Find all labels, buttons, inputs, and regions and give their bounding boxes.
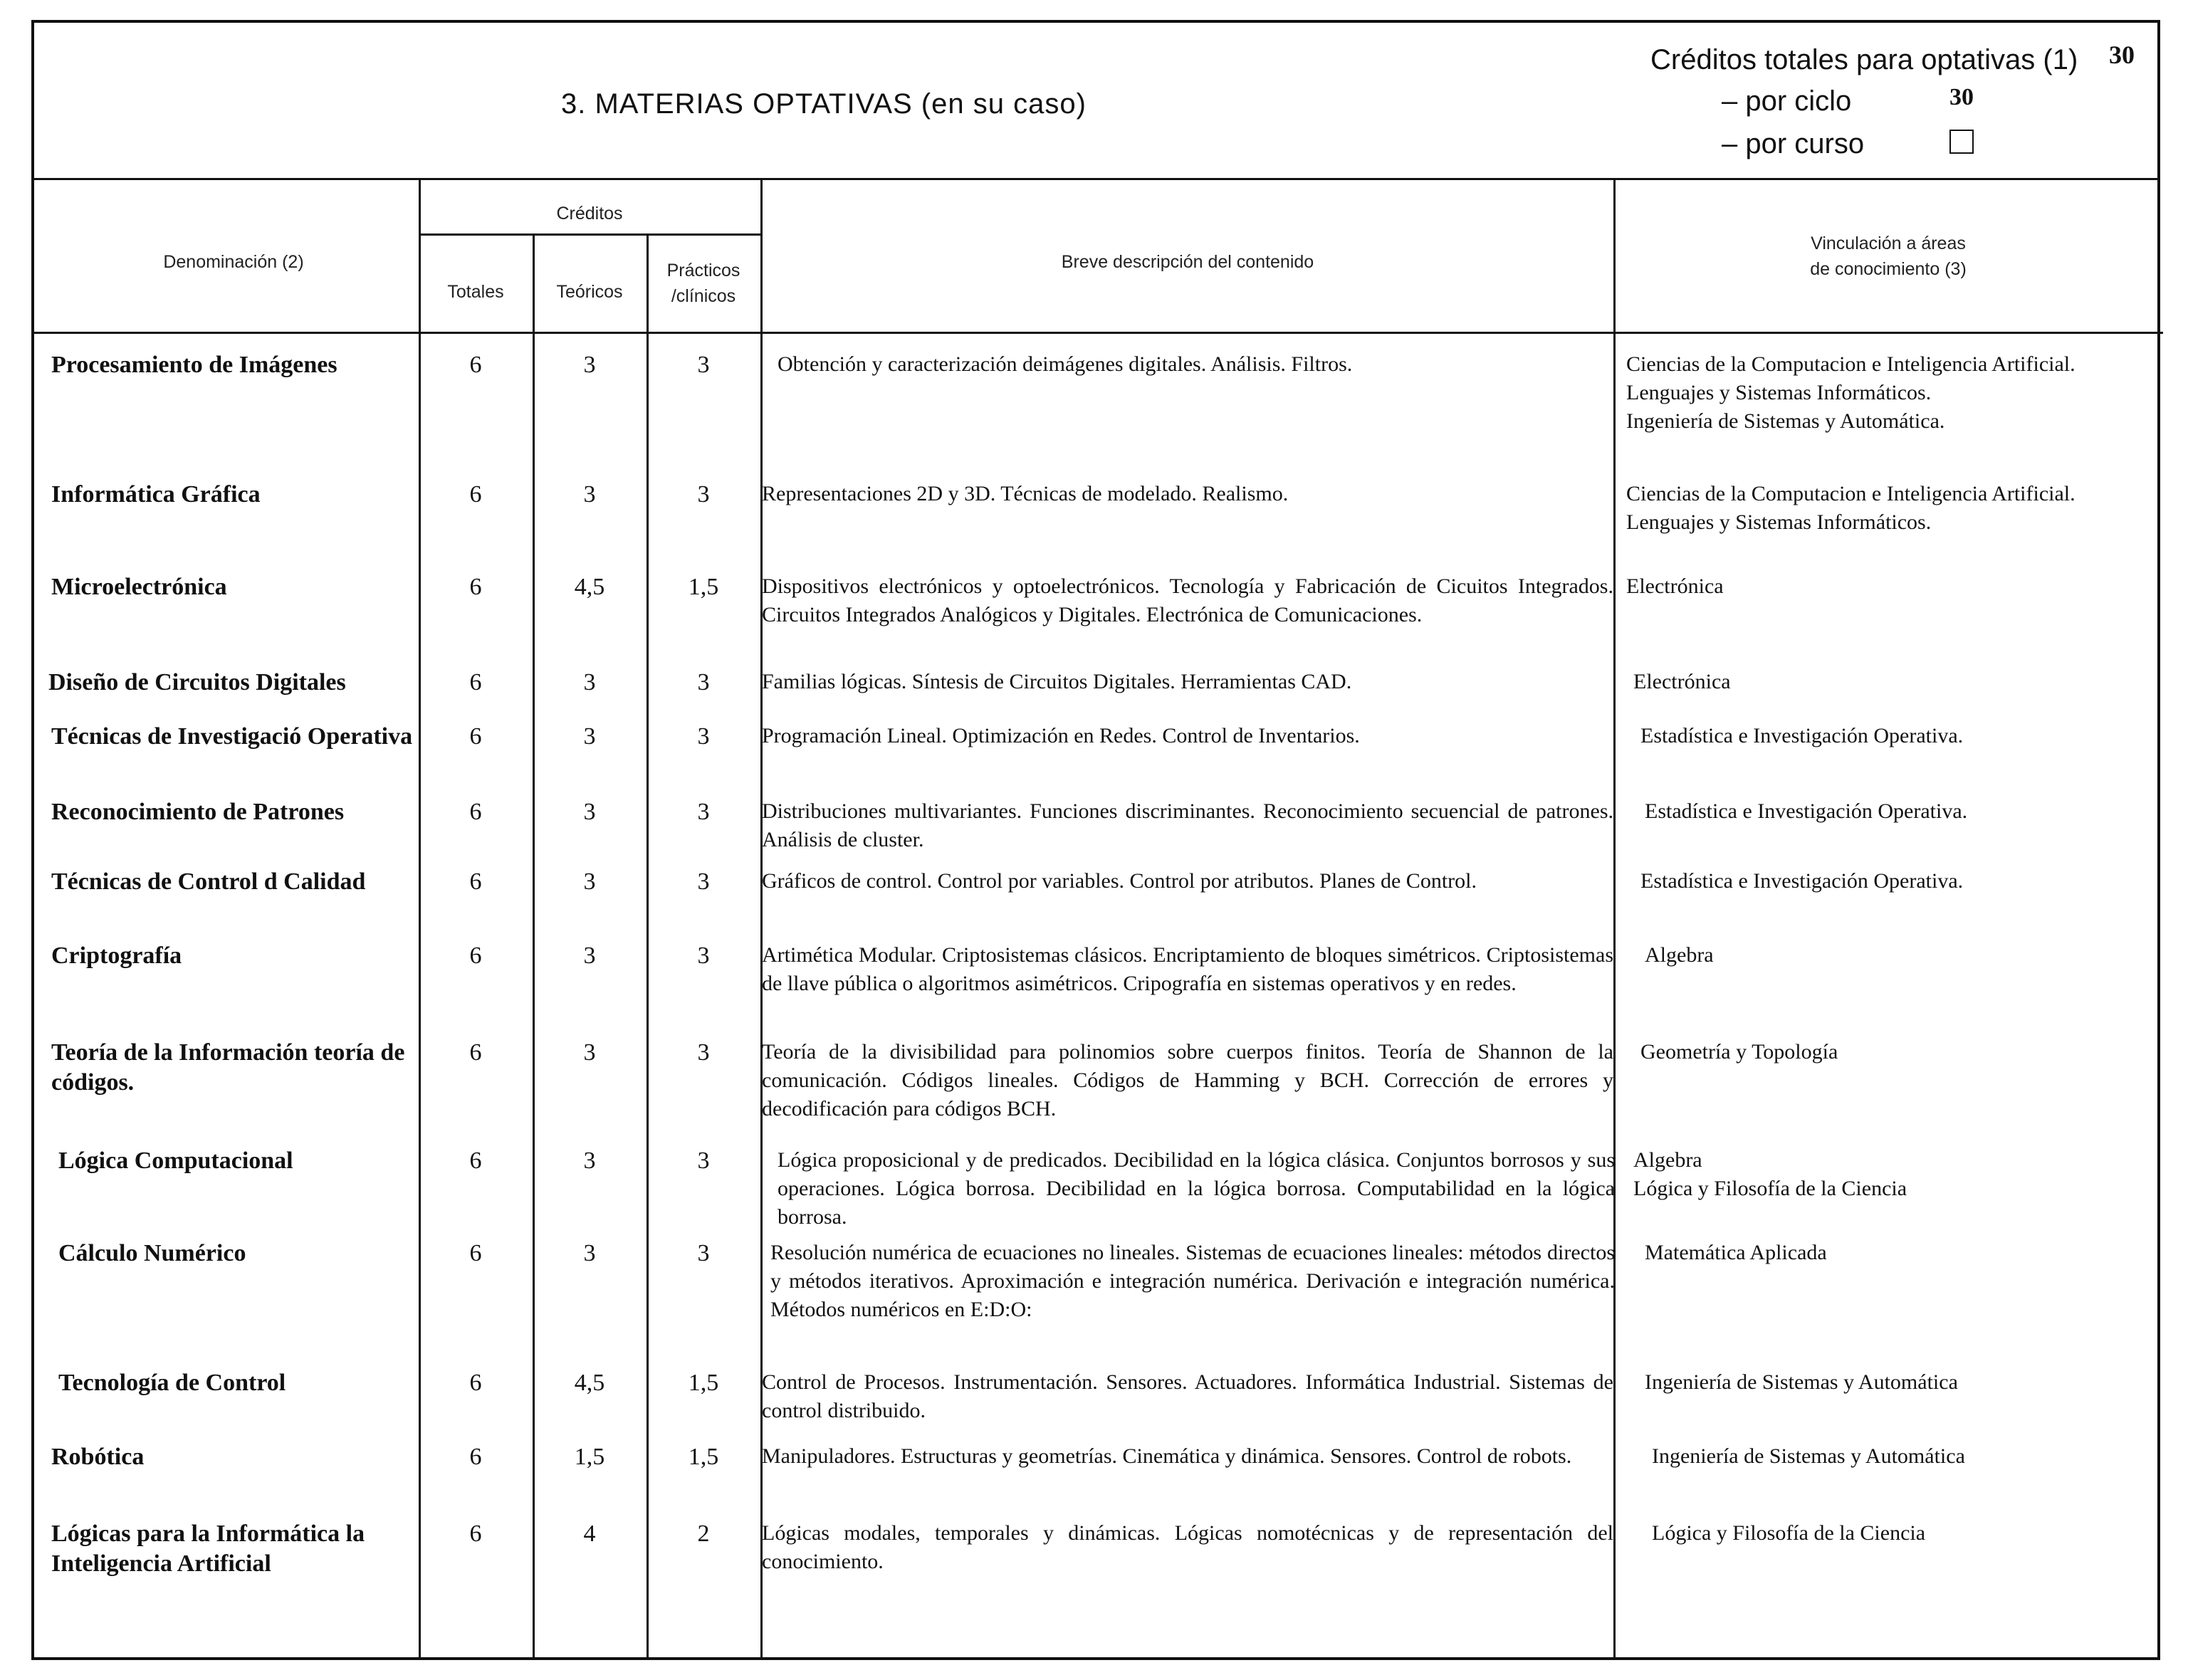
row-name: Robótica: [51, 1444, 145, 1470]
row-name: Criptografía: [51, 943, 182, 969]
row-name: Cálculo Numérico: [58, 1240, 246, 1266]
row-totales: 6: [469, 1039, 482, 1066]
document-frame: [31, 20, 2160, 1660]
row-name: Técnicas de Investigació Operativa: [51, 723, 413, 750]
row-area: Estadística e Investigación Operativa.: [1640, 724, 1964, 747]
row-practicos: 3: [697, 799, 710, 825]
por-ciclo-value: 30: [1949, 84, 1974, 110]
row-totales: 6: [469, 1148, 482, 1174]
row-name: Reconocimiento de Patrones: [51, 799, 345, 825]
row-practicos: 3: [697, 723, 710, 750]
col-teoricos: Teóricos: [556, 282, 623, 302]
row-totales: 6: [469, 574, 482, 600]
row-teoricos: 4,5: [574, 574, 605, 600]
creditos-divider: [419, 233, 760, 236]
row-totales: 6: [469, 1240, 482, 1266]
row-area: Algebra Lógica y Filosofía de la Ciencia: [1633, 1148, 1907, 1200]
row-name: Lógicas para la Informática la Inteligencia Artificial: [51, 1521, 365, 1577]
row-teoricos: 4: [583, 1521, 596, 1547]
col-practicos: Prácticos /clínicos: [666, 261, 740, 306]
creditos-totales-label: Créditos totales para optativas (1): [1650, 44, 2078, 75]
row-area: Ingeniería de Sistemas y Automática: [1645, 1370, 1958, 1394]
row-desc: Representaciones 2D y 3D. Técnicas de modelado. Realismo.: [762, 482, 1289, 505]
creditos-totales-value: 30: [2109, 41, 2135, 69]
row-teoricos: 3: [583, 1240, 596, 1266]
row-desc: Programación Lineal. Optimización en Redes. Control de Inventarios.: [762, 724, 1360, 747]
row-desc: Familias lógicas. Síntesis de Circuitos Digitales. Herramientas CAD.: [762, 670, 1352, 693]
row-totales: 6: [469, 669, 482, 695]
row-totales: 6: [469, 868, 482, 895]
row-totales: 6: [469, 352, 482, 378]
row-area: Electrónica: [1626, 574, 1724, 598]
col-denominacion: Denominación (2): [163, 252, 304, 272]
row-practicos: 3: [697, 352, 710, 378]
row-practicos: 3: [697, 1148, 710, 1174]
row-desc: Dispositivos electrónicos y optoelectrónicos. Tecnología y Fabricación de Cicuitos Integrados. Circuitos Integrados Analógicos y Digitales. Electrónica de Comunicaciones.: [762, 574, 1613, 626]
col-vinculacion: Vinculación a áreas de conocimiento (3): [1810, 233, 1967, 279]
row-totales: 6: [469, 1444, 482, 1470]
row-teoricos: 3: [583, 943, 596, 969]
row-teoricos: 3: [583, 1039, 596, 1066]
row-desc: Control de Procesos. Instrumentación. Sensores. Actuadores. Informática Industrial. Sistemas de control distribuido.: [762, 1370, 1613, 1422]
col-totales: Totales: [447, 282, 504, 302]
row-area: Algebra: [1645, 943, 1714, 967]
row-teoricos: 3: [583, 352, 596, 378]
row-area: Electrónica: [1633, 670, 1731, 693]
row-teoricos: 3: [583, 669, 596, 695]
col-descripcion: Breve descripción del contenido: [1061, 252, 1314, 272]
row-desc: Manipuladores. Estructuras y geometrías. Cinemática y dinámica. Sensores. Control de robots.: [762, 1444, 1572, 1468]
row-name: Teoría de la Información teoría de códigos.: [51, 1039, 405, 1096]
row-desc: Resolución numérica de ecuaciones no lineales. Sistemas de ecuaciones lineales: métodos directos y métodos iterativos. Aproximación e integración numérica. Derivación e integración numérica. Métodos numéricos en E:D:O:: [770, 1241, 1615, 1321]
row-area: Ingeniería de Sistemas y Automática: [1652, 1444, 1965, 1468]
row-area: Ciencias de la Computacion e Inteligencia Artificial. Lenguajes y Sistemas Informáticos. Ingeniería de Sistemas y Automática.: [1626, 352, 2076, 433]
row-area: Estadística e Investigación Operativa.: [1645, 799, 1968, 823]
row-practicos: 1,5: [688, 1370, 719, 1396]
row-area: Lógica y Filosofía de la Ciencia: [1652, 1521, 1926, 1545]
row-name: Procesamiento de Imágenes: [51, 352, 337, 378]
row-desc: Gráficos de control. Control por variables. Control por atributos. Planes de Control.: [762, 869, 1477, 893]
column-header-bottom: [34, 332, 2163, 334]
col-divider-1: [419, 178, 421, 1660]
row-totales: 6: [469, 481, 482, 508]
row-name: Lógica Computacional: [58, 1148, 293, 1174]
col-divider-4: [760, 178, 763, 1660]
row-practicos: 3: [697, 868, 710, 895]
row-totales: 6: [469, 1521, 482, 1547]
row-desc: Lógicas modales, temporales y dinámicas. Lógicas nomotécnicas y de representación del conocimiento.: [762, 1521, 1613, 1573]
row-totales: 6: [469, 799, 482, 825]
row-teoricos: 3: [583, 799, 596, 825]
row-teoricos: 3: [583, 723, 596, 750]
row-name: Tecnología de Control: [58, 1370, 286, 1396]
row-practicos: 1,5: [688, 574, 719, 600]
row-totales: 6: [469, 723, 482, 750]
row-name: Microelectrónica: [51, 574, 227, 600]
row-practicos: 1,5: [688, 1444, 719, 1470]
row-name: Técnicas de Control d Calidad: [51, 868, 366, 895]
row-practicos: 3: [697, 1240, 710, 1266]
row-teoricos: 3: [583, 1148, 596, 1174]
por-curso-checkbox[interactable]: [1949, 130, 1974, 154]
row-area: Estadística e Investigación Operativa.: [1640, 869, 1964, 893]
por-ciclo-label: – por ciclo: [1722, 85, 1852, 117]
row-name: Diseño de Circuitos Digitales: [48, 669, 346, 695]
por-curso-label: – por curso: [1722, 128, 1865, 159]
row-desc: Distribuciones multivariantes. Funciones discriminantes. Reconocimiento secuencial de patrones. Análisis de cluster.: [762, 799, 1613, 851]
row-practicos: 2: [697, 1521, 710, 1547]
row-desc: Teoría de la divisibilidad para polinomios sobre cuerpos finitos. Teoría de Shannon de la comunicación. Códigos lineales. Códigos de Hamming y BCH. Corrección de errores y decodificación para códigos BCH.: [762, 1040, 1613, 1120]
row-practicos: 3: [697, 669, 710, 695]
row-totales: 6: [469, 1370, 482, 1396]
row-totales: 6: [469, 943, 482, 969]
row-teoricos: 4,5: [574, 1370, 605, 1396]
row-practicos: 3: [697, 481, 710, 508]
row-desc: Artimética Modular. Criptosistemas clásicos. Encriptamiento de bloques simétricos. Criptosistemas de llave pública o algoritmos asimétricos. Cripografía en sistemas operativos y en redes.: [762, 943, 1613, 995]
row-area: Ciencias de la Computacion e Inteligencia Artificial. Lenguajes y Sistemas Informáticos.: [1626, 482, 2076, 534]
row-teoricos: 3: [583, 481, 596, 508]
row-area: Matemática Aplicada: [1645, 1241, 1827, 1264]
row-teoricos: 3: [583, 868, 596, 895]
row-teoricos: 1,5: [574, 1444, 605, 1470]
header-divider: [34, 178, 2157, 180]
row-practicos: 3: [697, 943, 710, 969]
page-title: 3. MATERIAS OPTATIVAS (en su caso): [561, 88, 1087, 120]
row-area: Geometría y Topología: [1640, 1040, 1838, 1064]
row-desc: Lógica proposicional y de predicados. Decibilidad en la lógica clásica. Conjuntos borrosos y sus operaciones. Lógica borrosa. Decibilidad en la lógica borrosa. Computabilidad en la lógica borrosa.: [778, 1148, 1615, 1229]
row-desc: Obtención y caracterización deimágenes digitales. Análisis. Filtros.: [778, 352, 1353, 376]
col-creditos: Créditos: [556, 204, 623, 224]
col-divider-5: [1613, 178, 1616, 1660]
row-practicos: 3: [697, 1039, 710, 1066]
row-name: Informática Gráfica: [51, 481, 261, 508]
